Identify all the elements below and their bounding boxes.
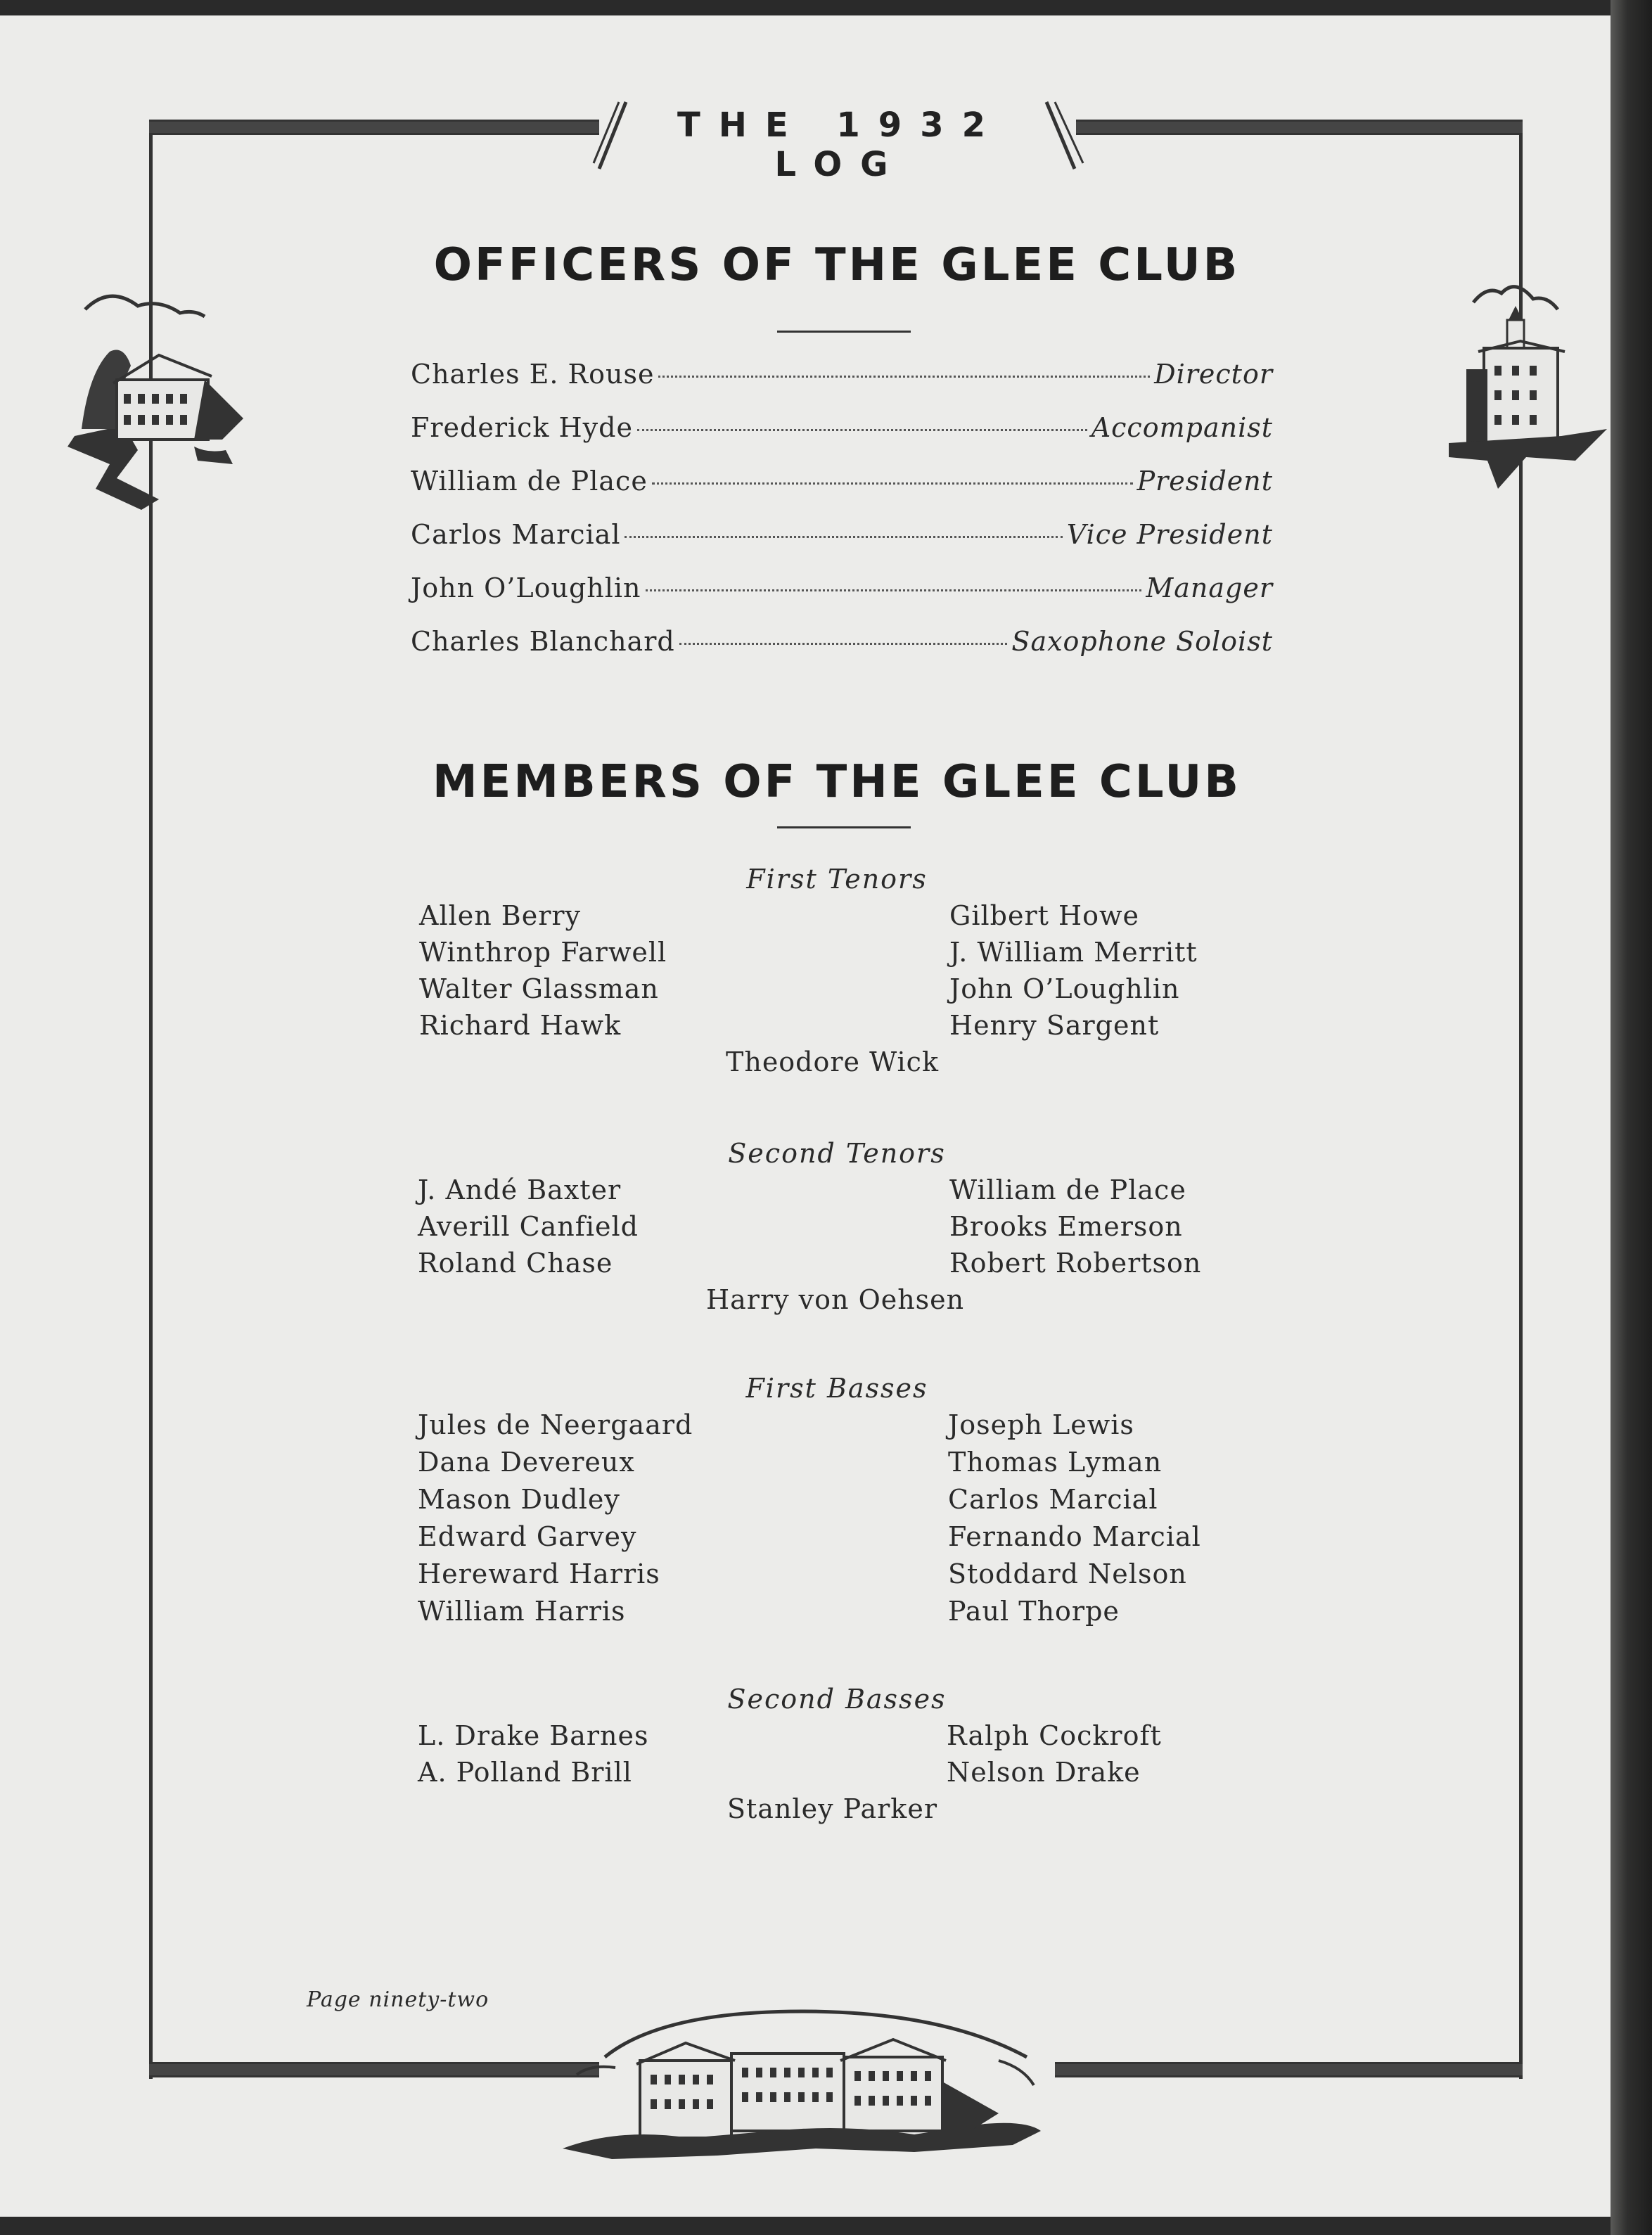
members-title: MEMBERS OF THE GLEE CLUB <box>432 756 1242 808</box>
member-name: A. Polland Brill <box>418 1757 632 1788</box>
header-slash-right-icon <box>1041 98 1090 176</box>
member-name: Jules de Neergaard <box>418 1409 693 1440</box>
officers-title: OFFICERS OF THE GLEE CLUB <box>433 239 1241 291</box>
page-number-label: Page ninety-two <box>307 1987 489 2012</box>
member-name: Mason Dudley <box>418 1484 620 1515</box>
leader-dots <box>637 429 1087 431</box>
member-name: Richard Hawk <box>419 1010 622 1041</box>
officer-role: Saxophone Soloist <box>1011 626 1273 657</box>
member-name: Harry von Oehsen <box>706 1284 965 1315</box>
member-name: Stanley Parker <box>727 1793 937 1824</box>
member-name: Paul Thorpe <box>948 1596 1120 1627</box>
scan-edge-bottom <box>0 2217 1652 2235</box>
officer-row <box>411 626 1273 668</box>
scan-edge-right <box>1611 0 1652 2235</box>
officer-name: Carlos Marcial <box>411 519 621 550</box>
member-name: L. Drake Barnes <box>418 1720 649 1751</box>
member-name: John O’Loughlin <box>949 973 1180 1004</box>
header-band-right <box>1076 120 1523 135</box>
footer-band-right <box>1055 2062 1523 2077</box>
second-tenors-heading: Second Tenors <box>728 1138 946 1169</box>
member-name: Thomas Lyman <box>948 1447 1163 1478</box>
member-name: J. Andé Baxter <box>418 1174 622 1205</box>
leader-dots <box>679 643 1008 645</box>
leader-dots <box>652 482 1133 485</box>
officer-name: John O’Loughlin <box>411 572 641 603</box>
officer-row <box>411 412 1273 454</box>
member-name: Winthrop Farwell <box>419 937 667 968</box>
header-slash-left-icon <box>591 98 633 176</box>
campus-emblem-bottom-icon <box>549 1990 1069 2173</box>
member-name: Nelson Drake <box>947 1757 1141 1788</box>
officer-name: Frederick Hyde <box>411 412 633 443</box>
leader-dots <box>658 376 1150 378</box>
officer-name: Charles Blanchard <box>411 626 675 657</box>
footer-band-left <box>149 2062 599 2077</box>
member-name: Edward Garvey <box>418 1521 637 1552</box>
member-name: Theodore Wick <box>726 1046 939 1077</box>
officer-name: William de Place <box>411 466 648 497</box>
member-name: Averill Canfield <box>418 1211 639 1242</box>
member-name: Carlos Marcial <box>948 1484 1158 1515</box>
member-name: William Harris <box>418 1596 626 1627</box>
members-title-rule <box>777 826 911 828</box>
member-name: Brooks Emerson <box>949 1211 1183 1242</box>
officer-name: Charles E. Rouse <box>411 359 655 390</box>
first-basses-heading: First Basses <box>745 1373 928 1404</box>
building-emblem-left-icon <box>53 288 257 513</box>
member-name: Gilbert Howe <box>949 900 1140 931</box>
member-name: Walter Glassman <box>419 973 659 1004</box>
member-name: Ralph Cockroft <box>947 1720 1162 1751</box>
member-name: Joseph Lewis <box>948 1409 1134 1440</box>
scan-edge-top <box>0 0 1652 15</box>
officer-role: Vice President <box>1066 519 1273 550</box>
officer-role: Manager <box>1146 572 1273 603</box>
officers-title-rule <box>777 331 911 333</box>
member-name: J. William Merritt <box>949 937 1198 968</box>
header-title: THE 1932 LOG <box>677 105 1004 184</box>
officer-row <box>411 359 1273 401</box>
officer-role: Director <box>1154 359 1273 390</box>
member-name: Roland Chase <box>418 1248 613 1279</box>
first-tenors-heading: First Tenors <box>746 864 928 895</box>
officer-row <box>411 519 1273 561</box>
member-name: Allen Berry <box>419 900 582 931</box>
member-name: Stoddard Nelson <box>948 1558 1187 1589</box>
officer-role: President <box>1136 466 1273 497</box>
member-name: Hereward Harris <box>418 1558 660 1589</box>
leader-dots <box>646 589 1142 591</box>
officer-role: Accompanist <box>1091 412 1273 443</box>
member-name: Robert Robertson <box>949 1248 1202 1279</box>
header-band-left <box>149 120 599 135</box>
building-emblem-right-icon <box>1435 278 1618 510</box>
officer-row <box>411 572 1273 615</box>
second-basses-heading: Second Basses <box>727 1684 947 1715</box>
member-name: Henry Sargent <box>949 1010 1160 1041</box>
member-name: Dana Devereux <box>418 1447 635 1478</box>
officer-row <box>411 466 1273 508</box>
leader-dots <box>625 536 1062 538</box>
member-name: Fernando Marcial <box>948 1521 1201 1552</box>
member-name: William de Place <box>949 1174 1186 1205</box>
